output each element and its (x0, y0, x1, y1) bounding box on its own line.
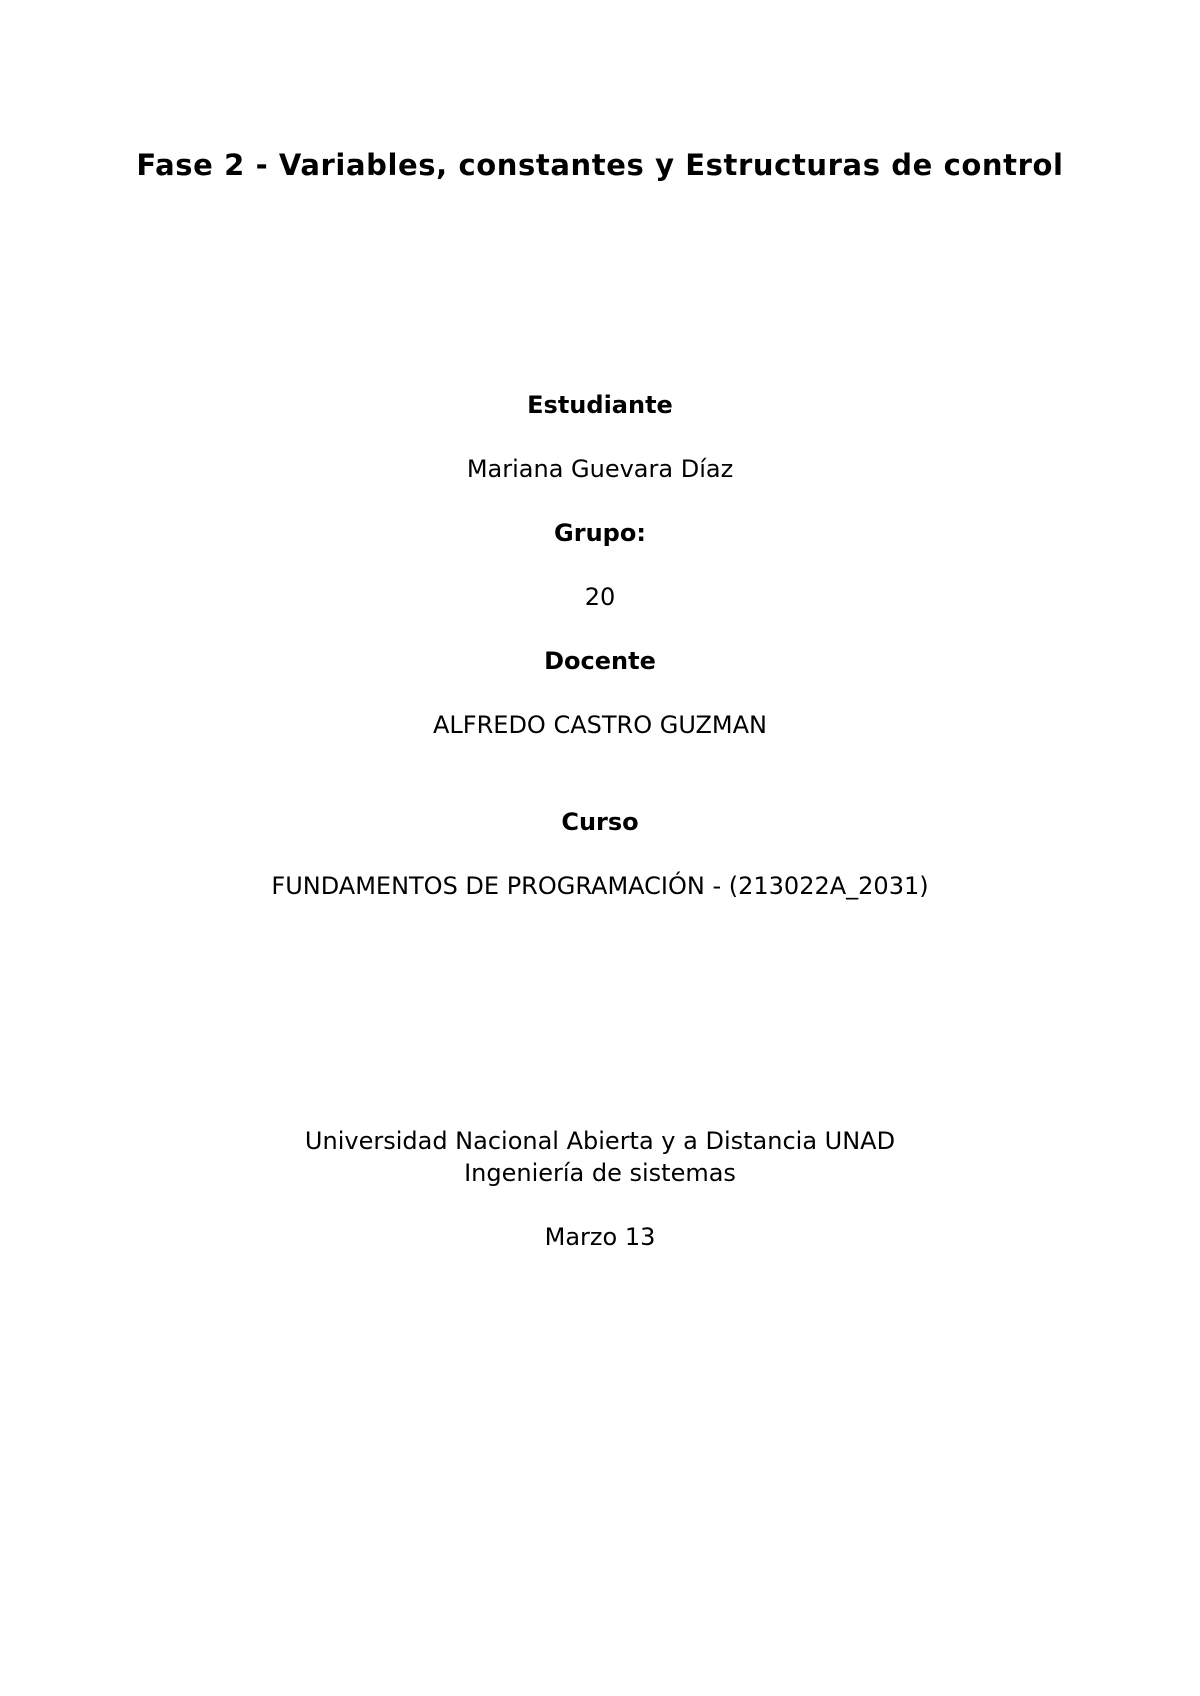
group-number: 20 (584, 583, 616, 611)
group-label: Grupo: (554, 519, 646, 547)
course-label: Curso (561, 808, 639, 836)
document-date: Marzo 13 (544, 1223, 656, 1251)
document-title: Fase 2 - Variables, constantes y Estructuras de control (136, 148, 1064, 182)
course-name: FUNDAMENTOS DE PROGRAMACIÓN - (213022A_2031) (271, 872, 929, 900)
university-name: Universidad Nacional Abierta y a Distancia UNAD (304, 1127, 896, 1155)
student-label: Estudiante (527, 391, 673, 419)
teacher-name: ALFREDO CASTRO GUZMAN (433, 711, 767, 739)
teacher-label: Docente (544, 647, 656, 675)
program-name: Ingeniería de sistemas (464, 1159, 736, 1187)
student-name: Mariana Guevara Díaz (466, 455, 734, 483)
